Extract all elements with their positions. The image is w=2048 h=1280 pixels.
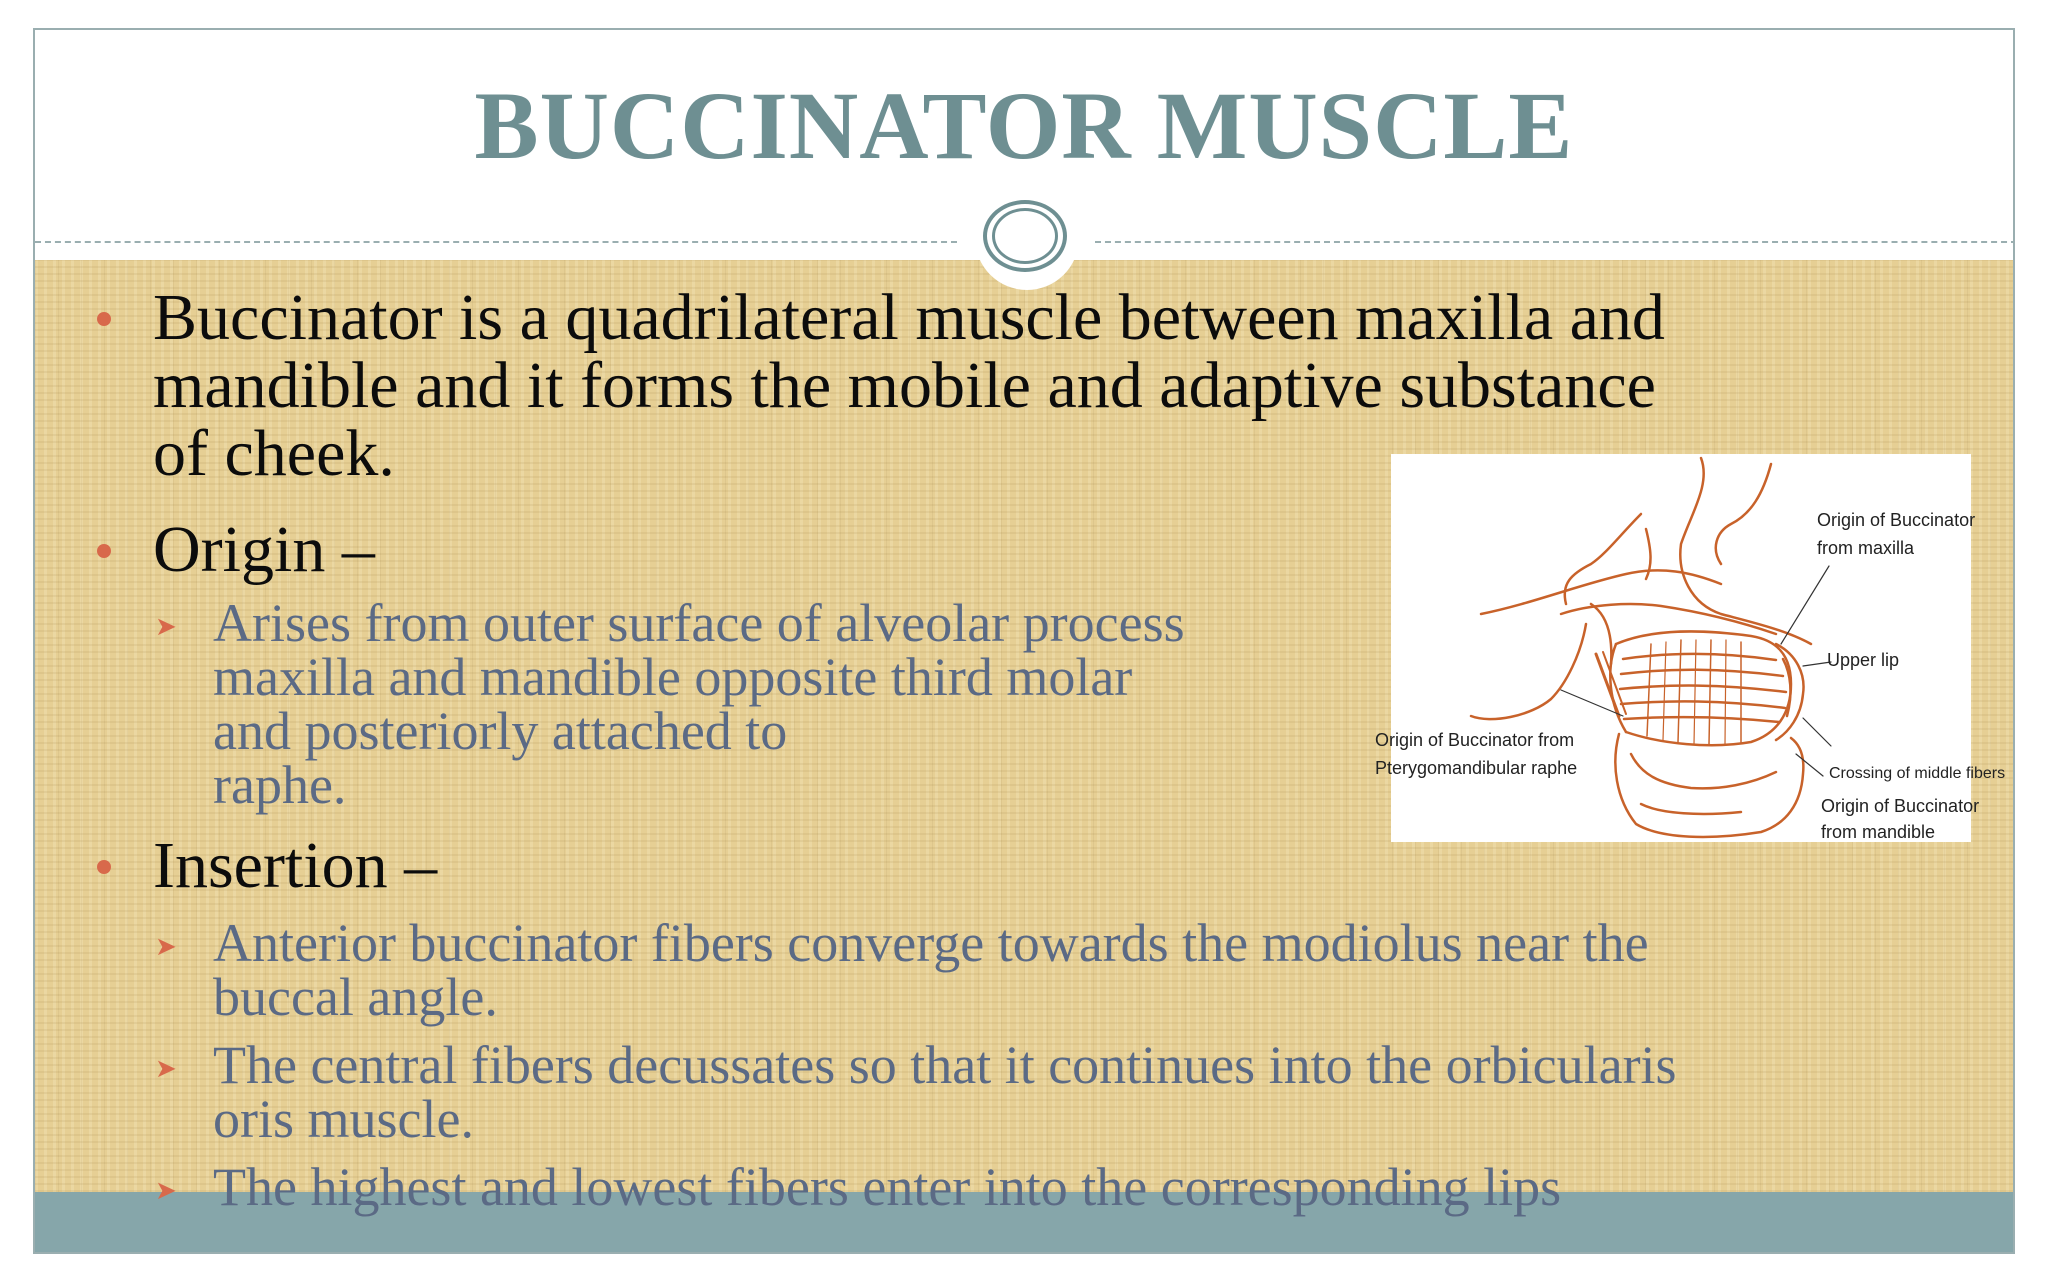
insertion-sub-2-line-2: oris muscle. [213, 1089, 474, 1149]
insertion-sub-3-line-1: The highest and lowest fibers enter into the corresponding lips [213, 1157, 1562, 1217]
origin-sub-line-4: raphe. [213, 755, 347, 815]
origin-heading: Origin – [153, 513, 375, 586]
bullet-dot-icon [97, 860, 111, 874]
origin-sub-line-2: maxilla and mandible opposite third molar [213, 647, 1133, 707]
slide-title: BUCCINATOR MUSCLE [474, 72, 1574, 179]
label-origin-maxilla-2: from maxilla [1817, 538, 1915, 558]
label-origin-mandible-1: Origin of Buccinator [1821, 796, 1980, 816]
label-pterygo-2: Pterygomandibular raphe [1375, 758, 1578, 778]
label-upper-lip: Upper lip [1827, 650, 1900, 670]
bullet-dot-icon [97, 544, 111, 558]
bullet-dot-icon [97, 312, 111, 326]
origin-sub-line-3: and posteriorly attached to [213, 701, 788, 761]
origin-sub-line-1: Arises from outer surface of alveolar process [213, 593, 1185, 653]
arrow-bullet-icon: ➤ [155, 1054, 177, 1084]
slide [33, 28, 2015, 1254]
bullet-1-line-1: Buccinator is a quadrilateral muscle between maxilla and [153, 281, 1665, 354]
arrow-bullet-icon: ➤ [155, 612, 177, 642]
label-crossing-fibers: Crossing of middle fibers [1829, 765, 2006, 782]
bullet-1-line-2: mandible and it forms the mobile and adaptive substance [153, 349, 1656, 422]
insertion-sub-1-line-2: buccal angle. [213, 967, 498, 1027]
insertion-sub-2-line-1: The central fibers decussates so that it continues into the orbicularis [213, 1035, 1677, 1095]
buccinator-diagram [1375, 454, 2006, 842]
insertion-heading: Insertion – [153, 829, 438, 902]
label-origin-maxilla-1: Origin of Buccinator [1817, 510, 1976, 530]
insertion-sub-1-line-1: Anterior buccinator fibers converge towards the modiolus near the [213, 913, 1649, 973]
label-origin-mandible-2: from mandible [1821, 822, 1936, 842]
label-pterygo-1: Origin of Buccinator from [1375, 730, 1575, 750]
bullet-1-line-3: of cheek. [153, 417, 395, 490]
arrow-bullet-icon: ➤ [155, 1176, 177, 1206]
arrow-bullet-icon: ➤ [155, 932, 177, 962]
